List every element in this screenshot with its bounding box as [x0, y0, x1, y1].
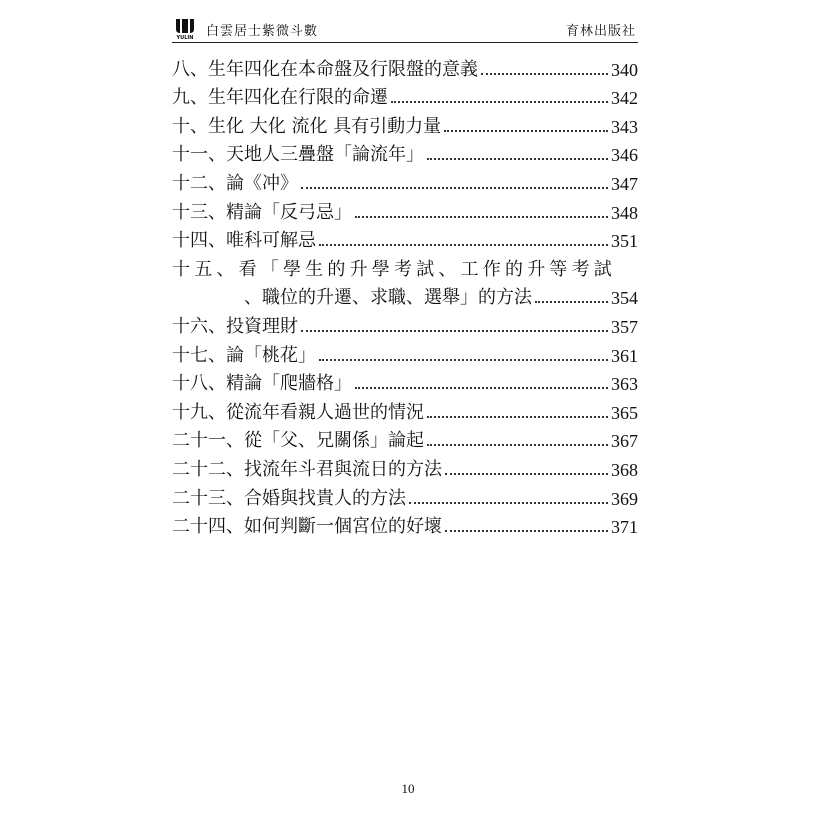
leader-dots: [409, 502, 608, 504]
toc-entry-page: 367: [611, 431, 638, 452]
toc-entry: [172, 336, 638, 365]
leader-dots: [301, 330, 608, 332]
leader-dots: [535, 301, 608, 303]
toc-entry-page: 351: [611, 231, 638, 252]
toc-entry-title: 十九、從流年看親人過世的情況: [172, 401, 424, 423]
toc-entry: [172, 393, 638, 422]
toc-entry: [172, 107, 638, 136]
toc-entry: [172, 50, 638, 79]
toc-entry: [172, 508, 638, 537]
toc-entry-page: 365: [611, 402, 638, 423]
leader-dots: [319, 244, 608, 246]
toc-entry: [172, 79, 638, 108]
toc-entry: [172, 422, 638, 451]
toc-entry-page: 368: [611, 459, 638, 480]
toc-entry-title: 十一、天地人三疊盤「論流年」: [172, 144, 424, 166]
toc-entry-page: 346: [611, 145, 638, 166]
toc-entry-title: 十三、精論「反弓忌」: [172, 201, 352, 223]
toc-entry-page: 342: [611, 88, 638, 109]
leader-dots: [391, 101, 608, 103]
toc-entry-page: 369: [611, 488, 638, 509]
leader-dots: [445, 473, 608, 475]
book-title: 白雲居士紫微斗數: [206, 24, 319, 39]
page-number: 10: [401, 781, 415, 796]
leader-dots: [319, 359, 608, 361]
toc-entry-title: 八、生年四化在本命盤及行限盤的意義: [172, 58, 478, 80]
toc-entry-title: 二十四、如何判斷一個宮位的好壞: [172, 516, 442, 538]
toc-entry: [172, 164, 638, 193]
toc-entry-page: 371: [611, 517, 638, 538]
toc-entry-page: 363: [611, 374, 638, 395]
toc-entry-title: 、職位的升遷、求職、選舉」的方法: [244, 287, 532, 309]
toc-entry-title: 二十三、合婚與找貴人的方法: [172, 487, 406, 509]
toc-entry-title: 十七、論「桃花」: [172, 344, 316, 366]
toc-entry-title: 十二、論《冲》: [172, 172, 298, 194]
toc-entry-page: 343: [611, 116, 638, 137]
leader-dots: [481, 73, 608, 75]
leader-dots: [427, 416, 608, 418]
toc-entry-title: 九、生年四化在行限的命遷: [172, 87, 388, 109]
toc-entry: [172, 479, 638, 508]
toc-entry-page: 354: [611, 288, 638, 309]
leader-dots: [445, 530, 608, 532]
toc-entry-title: 十五、看「學生的升學考試、工作的升等考試: [172, 258, 616, 280]
toc-entry: [172, 222, 638, 251]
toc-entry-page: 348: [611, 202, 638, 223]
toc-entry-page: 357: [611, 316, 638, 337]
leader-dots: [444, 130, 608, 132]
toc-entry: [172, 136, 638, 165]
toc-entry: [172, 450, 638, 479]
toc-entry-title: 十四、唯科可解忌: [172, 230, 316, 252]
running-header: [172, 18, 638, 43]
toc-entry: [172, 365, 638, 394]
toc-entry-page: 361: [611, 345, 638, 366]
toc-entry-title: 二十一、從「父、兄關係」論起: [172, 430, 424, 452]
table-of-contents: [172, 50, 638, 536]
leader-dots: [301, 187, 608, 189]
leader-dots: [427, 444, 608, 446]
toc-entry: [172, 307, 638, 336]
leader-dots: [427, 158, 608, 160]
leader-dots: [355, 387, 608, 389]
toc-entry-title: 十六、投資理財: [172, 315, 298, 337]
toc-entry: [172, 250, 638, 279]
toc-entry-title: 二十二、找流年斗君與流日的方法: [172, 458, 442, 480]
toc-entry: [172, 193, 638, 222]
publisher-logo: [172, 18, 198, 40]
leader-dots: [355, 216, 608, 218]
logo-text: YULIN: [176, 35, 194, 40]
toc-entry-title: 十、生化 大化 流化 具有引動力量: [172, 115, 442, 137]
toc-entry-page: 340: [611, 59, 638, 80]
toc-entry-continuation: [172, 279, 638, 308]
toc-entry-title: 十八、精論「爬牆格」: [172, 373, 352, 395]
publisher-name: 育林出版社: [565, 24, 636, 39]
toc-entry-page: 347: [611, 173, 638, 194]
